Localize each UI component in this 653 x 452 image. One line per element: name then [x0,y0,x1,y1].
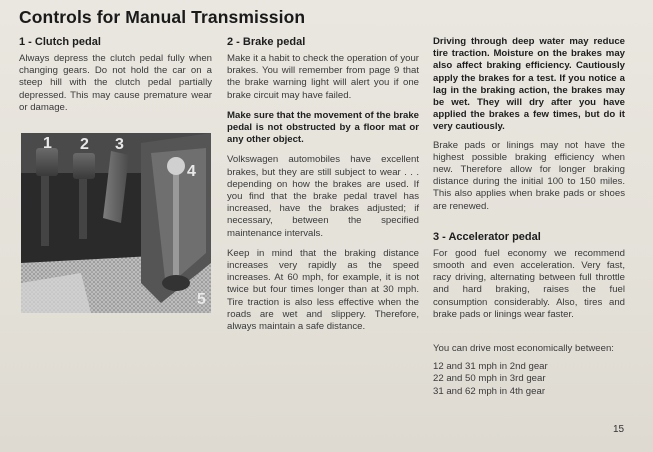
pedals-photo [21,133,211,313]
brake-text-3: Keep in mind that the braking distance increases very rapidly as the speed increases. At 60 mph, for example, it is not twice but four times longer than at 30 mph. Tire traction is also less effective when the roads are wet and slippery. Therefore, always maintain a safe distance. [227,247,419,333]
clutch-text: Always depress the clutch pedal fully when changing gears. Do not hold the car on a steep hill with the clutch pedal partially depressed. This may cause premature wear or damage. [19,53,212,113]
shift-knob-shape [167,157,185,175]
label-5: 5 [197,291,206,308]
brake-pads-text: Brake pads or linings may not have the highest possible braking efficiency when new. Therefore allow for longer braking distance during the initial 100 to 150 miles. This also applies when brake pads or shoes are renewed. [433,139,625,212]
brake-warning: Make sure that the movement of the brake pedal is not obstructed by a floor mat or any other object. [227,109,419,146]
page-number: 15 [613,424,625,435]
label-1: 1 [43,135,52,152]
column-brake [227,36,419,333]
speed-item: 22 and 50 mph in 3rd gear [433,373,546,385]
speed-item: 12 and 31 mph in 2nd gear [433,361,548,373]
deep-water-warning: Driving through deep water may reduce tire traction. Moisture on the brakes may also affect braking efficiency. Cautiously apply the brakes for a test. If you notice a lag in the braking action, the brakes may be wet. They will dry after you have applied the brakes a few times, but do it very cautiously. [433,36,625,133]
pedals-illustration [21,133,211,313]
label-2: 2 [80,136,89,153]
column-accelerator [433,36,625,398]
clutch-heading: 1 - Clutch pedal [19,36,101,48]
economy-intro: You can drive most economically between: [433,343,614,355]
accelerator-heading: 3 - Accelerator pedal [433,230,541,243]
label-4: 4 [187,163,196,180]
column-clutch [19,36,212,114]
speed-item: 31 and 62 mph in 4th gear [433,385,546,397]
brake-text-2: Volkswagen automobiles have excellent brakes, but they are still subject to wear . . . depending on how the brakes are used. If you find that the brake pedal travel has increased, have the brakes adjusted; if necessary, between the specified maintenance intervals. [227,154,419,239]
brake-text-1: Make it a habit to check the operation of your brakes. You will remember from page 9 that the brake warning light will alert you if one brake circuit may have failed. [227,53,419,101]
shift-lever-shape [173,171,179,281]
brake-pedal-shape [73,153,95,179]
speed-list [433,361,625,398]
accelerator-text: For good fuel economy we recommend smooth and even acceleration. Very fast, racy driving, alternating between full throttle and hard braking, raises the fuel consumption considerably. Also, tires and brake pads or linings wear faster. [433,247,625,320]
page-title: Controls for Manual Transmission [19,7,306,27]
brake-heading: 2 - Brake pedal [227,36,306,48]
label-3: 3 [115,136,124,153]
